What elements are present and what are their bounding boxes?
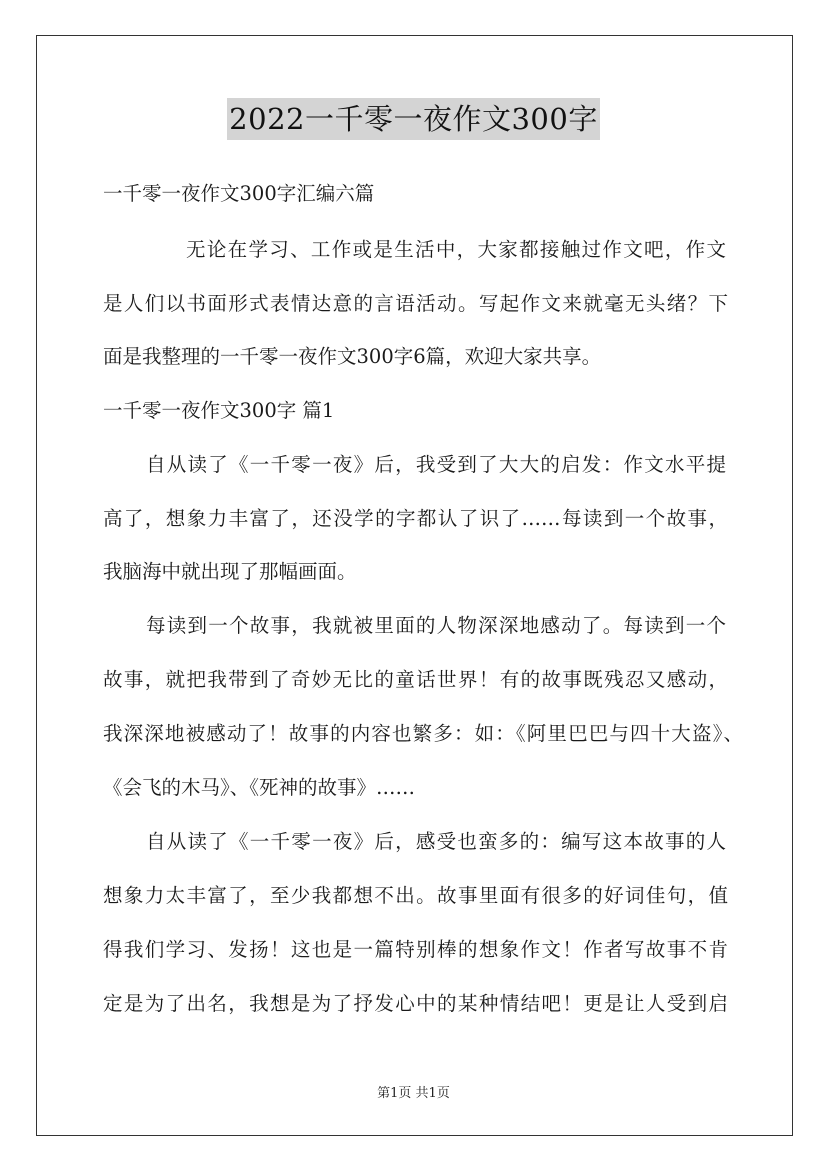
document-title-wrap xyxy=(0,98,827,140)
paragraph-line: 得我们学习、发扬！这也是一篇特别棒的想象作文！作者写故事不肯 xyxy=(103,938,728,961)
paragraph-line: 《会飞的木马》、《死神的故事》…… xyxy=(103,776,416,799)
paragraph-line: 自从读了《一千零一夜》后，我受到了大大的启发：作文水平提 xyxy=(146,453,726,476)
document-subtitle: 一千零一夜作文300字汇编六篇 xyxy=(103,182,375,205)
paragraph-line: 我脑海中就出现了那幅画面。 xyxy=(103,560,357,583)
paragraph-line: 每读到一个故事，我就被里面的人物深深地感动了。每读到一个 xyxy=(146,614,726,637)
page-footer: 第1页 共1页 xyxy=(377,1086,450,1101)
paragraph-line: 定是为了出名，我想是为了抒发心中的某种情结吧！更是让人受到启 xyxy=(103,992,728,1015)
intro-line-2: 是人们以书面形式表情达意的言语活动。写起作文来就毫无头绪？下 xyxy=(103,292,728,315)
document-title: 2022一千零一夜作文300字 xyxy=(227,98,600,140)
section-heading: 一千零一夜作文300字 篇1 xyxy=(103,399,335,422)
paragraph-line: 高了，想象力丰富了，还没学的字都认了识了……每读到一个故事， xyxy=(103,507,728,530)
paragraph-line: 故事，就把我带到了奇妙无比的童话世界！有的故事既残忍又感动， xyxy=(103,668,728,691)
intro-line-3: 面是我整理的一千零一夜作文300字6篇，欢迎大家共享。 xyxy=(103,345,602,368)
paragraph-line: 想象力太丰富了，至少我都想不出。故事里面有很多的好词佳句，值 xyxy=(103,884,728,907)
paragraph-line: 我深深地被感动了！故事的内容也繁多：如：《阿里巴巴与四十大盗》、 xyxy=(103,722,743,745)
paragraph-line: 自从读了《一千零一夜》后，感受也蛮多的：编写这本故事的人 xyxy=(146,830,726,853)
intro-line-1: 无论在学习、工作或是生活中，大家都接触过作文吧，作文 xyxy=(186,238,726,261)
